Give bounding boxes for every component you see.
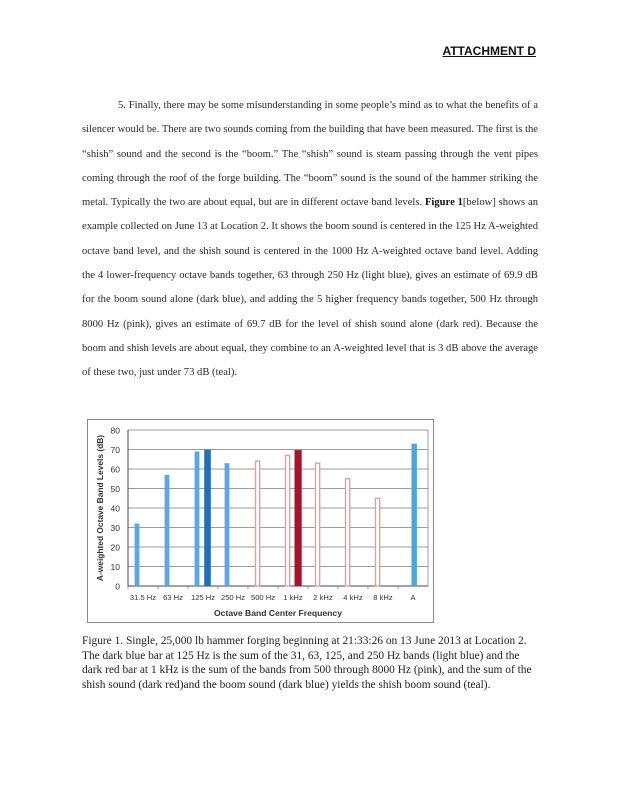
bar-pink-8 <box>376 498 380 586</box>
x-tick-label: 500 Hz <box>250 593 276 602</box>
y-tick-label: 50 <box>110 484 120 494</box>
bar-light_blue-3 <box>225 463 230 586</box>
bar-dark_blue-2 <box>204 450 211 586</box>
y-tick-label: 80 <box>110 425 120 436</box>
y-tick-label: 0 <box>115 581 120 592</box>
x-tick-label: 8 kHz <box>373 593 393 602</box>
bar-teal-9 <box>412 444 417 586</box>
bar-pink-7 <box>346 479 350 586</box>
x-tick-label: 31.5 Hz <box>129 593 157 602</box>
x-tick-label: 63 Hz <box>163 593 183 602</box>
paragraph-rest: [below] shows an example collected on June 13 at Location 2. It shows the boom sound is centered in the 125 Hz A-weighted octave band level, and the shish sound is centered in the 1000 Hz A-weighted octave band level. Adding the 4 lower-frequency octave bands together, 63 through 250 Hz (light blue), gives an estimate of 69.9 dB for the boom sound alone (dark blue), and adding the 5 higher frequency bands together, 500 Hz through 8000 Hz (pink), gives an estimate of 69.7 dB for the level of shish sound alone (dark red). Because the boom and shish levels are about equal, they combine to an A-weighted level that is 3 dB above the average of these two, just under 73 dB (teal). <box>82 197 539 379</box>
bar-dark_red-5 <box>295 450 302 586</box>
octave-band-chart <box>88 420 433 622</box>
bar-light_blue-0 <box>135 524 140 586</box>
bar-pink-5 <box>286 455 290 586</box>
x-tick-label: 1 kHz <box>283 593 303 602</box>
body-paragraph <box>82 94 538 386</box>
x-tick-label: 125 Hz <box>190 593 216 602</box>
y-tick-label: 30 <box>110 523 120 533</box>
x-tick-label: 250 Hz <box>220 593 246 602</box>
y-axis-label: A-weighted Octave Band Levels (dB) <box>95 434 105 582</box>
bar-light_blue-2 <box>195 451 200 586</box>
chart-frame <box>87 419 434 623</box>
y-tick-label: 10 <box>110 562 120 572</box>
y-tick-label: 70 <box>110 445 120 455</box>
bar-light_blue-1 <box>165 475 170 586</box>
y-tick-label: 60 <box>110 464 120 475</box>
x-tick-label: 2 kHz <box>313 593 333 602</box>
figure-caption: Figure 1. Single, 25,000 lb hammer forging beginning at 21:33:26 on 13 June 2013 at Location 2. The dark blue bar at 125 Hz is the sum of the 31, 63, 125, and 250 Hz bands (light blue) and the dark red bar at 1 kHz is the sum of the bands from 500 through 8000 Hz (pink), and the sum of the shish sound (dark red)and the boom sound (dark blue) yields the shish boom sound (teal). <box>82 635 532 691</box>
bar-pink-4 <box>256 461 260 586</box>
paragraph-lead: 5. Finally, there may be some misunderstanding in some people’s mind as to what the benefits of a silencer would be. There are two sounds coming from the building that have been measured. The first is the “shish” sound and the second is the “boom.” The “shish” sound is steam passing through the vent pipes coming through the roof of the forge building. The “boom” sound is the sound of the hammer striking the metal. Typically the two are about equal, but are in different octave band levels. <box>82 100 538 209</box>
bar-pink-6 <box>316 463 320 586</box>
y-tick-label: 40 <box>110 503 120 514</box>
figure-reference: Figure 1 <box>424 197 463 209</box>
x-axis-label: Octave Band Center Frequency <box>214 608 342 618</box>
attachment-label: ATTACHMENT D <box>442 44 536 58</box>
x-tick-label: 4 kHz <box>343 593 363 602</box>
y-tick-label: 20 <box>110 542 120 553</box>
x-tick-label: A <box>410 593 416 602</box>
